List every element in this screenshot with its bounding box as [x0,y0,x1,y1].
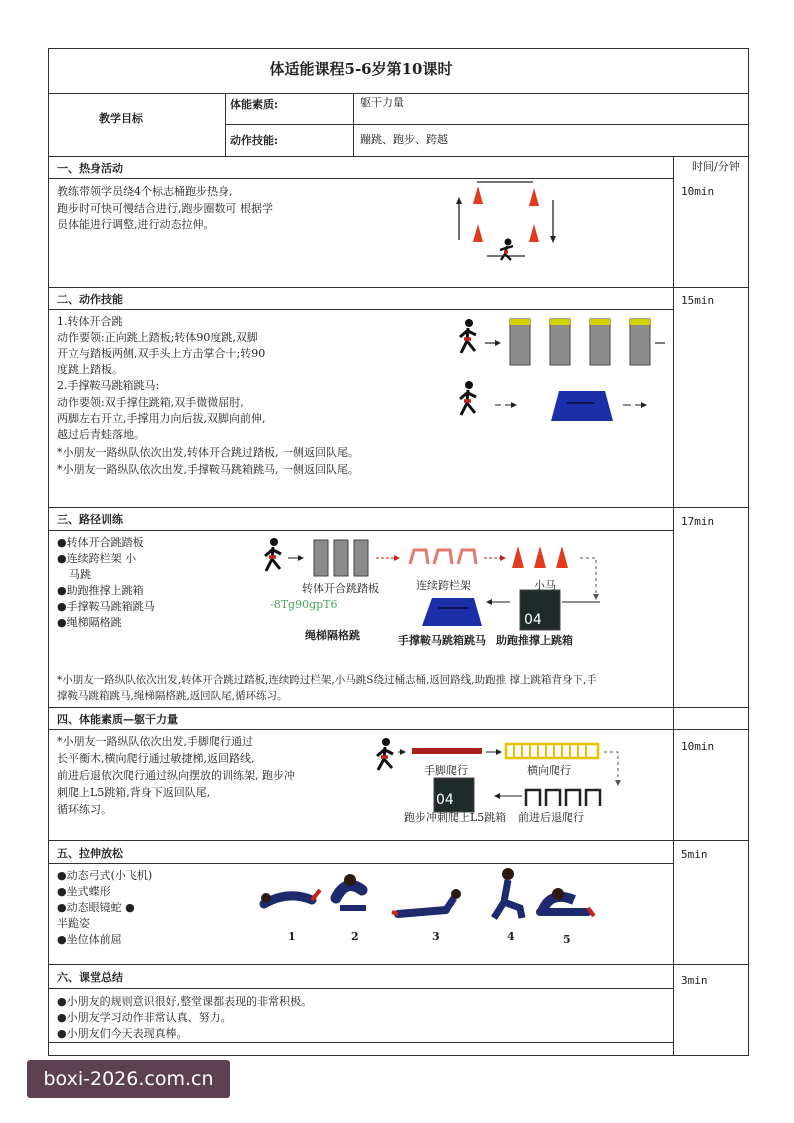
cone-icon [529,188,539,206]
list-item: 马跳 [69,568,91,581]
objective-key-skill: 动作技能: [230,134,279,147]
hurdle-icon [458,550,476,564]
section-time-summary: 3min [681,974,708,987]
section-title-core: 四、体能素质—躯干力量 [57,713,178,726]
vaulting-box-icon [422,598,482,626]
section-time-warmup: 10min [681,185,715,198]
list-item: ●小朋友学习动作非常认真、努力。 [57,1011,232,1024]
cone-icon [512,546,524,568]
runner-icon [377,738,393,770]
time-header: 时间/分钟 [692,160,740,173]
label-core-box-number: 04 [436,792,454,808]
text-line: 1.转体开合跳 [57,315,123,328]
runner-icon [500,239,513,261]
warmup-cone-diagram [455,180,575,270]
objectives-label: 教学目标 [99,112,143,125]
skills-diagram [455,315,665,425]
text-line: 开立与踏板两侧,双手头上方击掌合十;转90 [57,347,266,360]
text-line: *小朋友一路纵队依次出发,转体开合跳过踏板, 一侧返回队尾。 [57,446,359,459]
list-item: ●小朋友们今天表现真棒。 [57,1027,188,1040]
list-item: ●手撑鞍马跳箱跳马 [57,600,155,613]
label-lateral-crawl: 横向爬行 [527,764,571,777]
objective-value-fitness: 躯干力量 [360,96,404,109]
label-step-board: 转体开合跳踏板 [302,582,379,595]
step-board-icon [550,319,570,365]
label-vault: 手撑鞍马跳箱跳马 [398,634,486,647]
step-board-icon [334,540,348,576]
text-line: *小朋友一路纵队依次出发,手脚爬行通过 [57,735,253,748]
pose-number: 3 [432,930,440,943]
hurdle-icon [410,550,428,564]
label-box-push: 助跑推撑上跳箱 [496,634,573,647]
text-line: 2.手撑鞍马跳箱跳马: [57,379,160,392]
text-line: 循环练习。 [57,803,112,816]
balance-beam-icon [412,748,482,754]
label-sprint-box: 跑步冲刺爬上L5跳箱 [404,811,507,824]
label-ladder: 绳梯隔格跳 [305,629,360,642]
step-board-icon [510,319,530,365]
step-board-icon [354,540,368,576]
runner-icon [265,538,281,571]
list-item: ●动态眼镜蛇 ● [57,901,135,914]
cobra-pose-icon [392,889,461,914]
list-item: ●助跑推撑上跳箱 [57,584,144,597]
section-title-summary: 六、课堂总结 [57,971,123,984]
section-time-core: 10min [681,740,715,753]
label-pony: 小马 [534,579,556,592]
runner-icon [460,319,476,353]
pose-number: 5 [563,933,571,946]
half-kneel-pose-icon [494,868,522,918]
label-forward-back: 前进后退爬行 [518,811,584,824]
section-title-warmup: 一、热身活动 [57,162,123,175]
butterfly-pose-icon [336,874,366,908]
list-item: ●坐位体前屈 [57,933,122,946]
vaulting-box-icon [551,391,613,421]
list-item: ●动态弓式(小飞机) [57,869,153,882]
pose-number: 2 [351,930,359,943]
list-item: 半跪姿 [57,917,90,930]
step-board-icon [630,319,650,365]
list-item: ●绳梯隔格跳 [57,616,122,629]
page-title: 体适能课程5-6岁第10课时 [269,60,453,78]
text-line: 越过后青蛙落地。 [57,428,145,441]
cone-icon [529,224,539,242]
label-plyo-box-number: 04 [524,612,542,628]
agility-ladder-icon [506,744,598,758]
bow-pose-icon [261,890,320,904]
cone-icon [473,224,483,242]
cone-icon [534,546,546,568]
summary-bullets [57,993,312,1041]
objective-key-fitness: 体能素质: [230,98,279,111]
list-item: ●连续跨栏架 小 [57,552,137,565]
text-line: 教练带领学员绕4个标志桶跑步热身, [57,185,233,198]
text-line: 撑鞍马跳箱跳马,绳梯隔格跳,返回队尾,循环练习。 [57,690,288,702]
step-board-icon [590,319,610,365]
list-item: ●转体开合跳踏板 [57,536,144,549]
text-line: *小朋友一路纵队依次出发,转体开合跳过踏板,连续跨过栏架,小马跳S绕过桶志桶,返回路线,助跑推 撑上跳箱背身下,手 [57,674,597,686]
text-line: 度跳上踏板。 [57,363,123,376]
text-line: 前进后退依次爬行通过纵向摆放的训练架, 跑步冲 [57,769,295,782]
circuit-bullets [57,534,155,630]
text-line: 动作要领:双手撑住跳箱,双手微微屈肘, [57,396,244,409]
cone-icon [556,546,568,568]
list-item: ●坐式蝶形 [57,885,111,898]
text-line: 刺爬上L5跳箱,背身下返回队尾, [57,786,211,799]
text-line: 员体能进行调整,进行动态拉伸。 [57,218,215,231]
training-frame-icon [526,790,600,806]
text-line: *小朋友一路纵队依次出发,手撑鞍马跳箱跳马, 一侧返回队尾。 [57,463,359,476]
section-time-circuit: 17min [681,515,715,528]
section-time-stretch: 5min [681,848,708,861]
hurdle-icon [434,550,452,564]
seated-forward-bend-icon [540,888,594,916]
label-hurdles: 连续跨栏架 [416,579,471,592]
list-item: ●小朋友的规则意识很好,整堂课都表现的非常积极。 [57,995,313,1008]
pose-number: 1 [288,930,296,943]
section-title-stretch: 五、拉伸放松 [57,847,123,860]
section-title-circuit: 三、路径训练 [57,513,123,526]
watermark: boxi-2026.com.cn [27,1060,230,1098]
runner-icon [460,381,476,415]
text-line: 动作要领:正向跳上踏板;转体90度跳,双脚 [57,331,258,344]
text-line: 长平衡木,横向爬行通过敏捷梯,返回路线, [57,752,255,765]
label-crawl: 手脚爬行 [424,764,468,777]
pose-number: 4 [507,930,515,943]
stretch-bullets [57,867,152,947]
text-line: 跑步时可快可慢结合进行,跑步圈数可 根据学 [57,202,273,215]
stretch-poses [258,868,603,928]
text-line: 两脚左右开立,手撑用力向后拔,双脚向前伸, [57,412,266,425]
step-board-icon [314,540,328,576]
label-code: -8Tg90gpT6 [270,598,338,611]
section-time-skills: 15min [681,294,715,307]
section-title-skills: 二、动作技能 [57,293,123,306]
objective-value-skill: 蹦跳、跑步、跨越 [360,133,448,146]
cone-icon [473,186,483,204]
